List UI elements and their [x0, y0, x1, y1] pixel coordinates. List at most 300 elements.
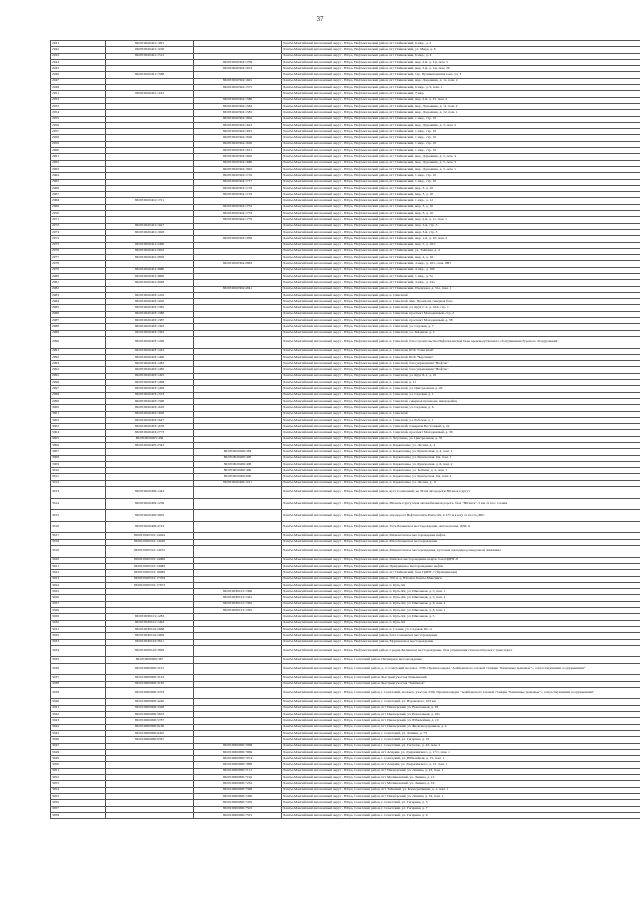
row-number-cell: 2946	[51, 72, 106, 78]
row-number-cell: 3041	[51, 705, 106, 711]
row-number-cell: 3008	[51, 455, 106, 461]
row-number-cell: 3036	[51, 663, 106, 675]
address-cell: Ханты-Мансийский автономный округ - Югра, Нефтеюганский район, п. Куть-Ях, ул. Школьная, д. 5, пом. 1	[282, 589, 640, 595]
row-number-cell: 3027	[51, 601, 106, 607]
address-cell: Ханты-Мансийский автономный округ - Югра, Нефтеюганский район, п. Куть-Ях	[282, 620, 640, 626]
address-cell: Ханты-Мансийский автономный округ - Югра, Нефтеюганский район, пгт Пойковский, мкр. 2-й, д. 1/в, пом. 5	[282, 59, 640, 65]
row-number-cell: 2995	[51, 373, 106, 379]
cadastral-number-cell: 86:08:0020403:1443	[106, 348, 194, 354]
table-row	[51, 510, 640, 522]
row-number-cell: 2952	[51, 97, 106, 103]
cadastral-number-cell: 86:08:0030102:3811	[106, 639, 194, 645]
address-cell: Ханты-Мансийский автономный округ - Югра, Нефтеюганский район, п. Куть-Ях, ул. Школьная, д. 5, пом. 2	[282, 595, 640, 601]
row-number-cell: 2991	[51, 348, 106, 354]
row-number-cell: 2943	[51, 53, 106, 59]
row-number-cell: 2968	[51, 198, 106, 204]
address-cell: Ханты-Мансийский автономный округ - Югра, Нефтеюганский район, пгт Пойковский, мкр. 4, д. 16	[282, 255, 640, 261]
row-number-cell: 3025	[51, 589, 106, 595]
row-number-cell: 2999	[51, 398, 106, 404]
address-cell: Ханты-Мансийский автономный округ - Югра, Нефтеюганский район, Правдинское месторождение нефти	[282, 563, 640, 569]
row-number-cell: 2955	[51, 116, 106, 122]
address-cell: Ханты-Мансийский автономный округ - Югра, Нефтеюганский район, п. Сингапай, Северная Восточный, д. 22	[282, 424, 640, 430]
row-number-cell: 2947	[51, 78, 106, 84]
row-number-cell: 2969	[51, 204, 106, 210]
address-cell: Ханты-Мансийский автономный округ - Югра, Нефтеюганский район, п. Сингапай, база строительства Нефтеюганской базы производственного обслуживания бурового оборудования	[282, 336, 640, 348]
address-cell: Ханты-Мансийский автономный округ - Югра, Нефтеюганский район, пгт Пойковский, мкр. 3, д. 10	[282, 192, 640, 198]
address-cell: Ханты-Мансийский автономный округ - Югра, Нефтеюганский район, п. Сингапай	[282, 411, 640, 417]
row-number-cell: 2993	[51, 361, 106, 367]
cadastral-number-cell: 86:08:0020403:1483	[106, 361, 194, 367]
row-number-cell: 3026	[51, 595, 106, 601]
property-table	[50, 40, 640, 819]
address-cell: Ханты-Мансийский автономный округ - Югра, Нефтеюганский район, пгт Пойковский, 6 мкр., д. 2	[282, 41, 640, 47]
table-row	[51, 687, 640, 699]
row-number-cell: 2982	[51, 286, 106, 292]
row-number-cell: 2965	[51, 179, 106, 185]
table-row	[51, 521, 640, 533]
row-number-cell: 2983	[51, 292, 106, 298]
premises-number-cell	[194, 521, 282, 533]
premises-number-cell: 86:08:0020304:4941	[194, 286, 282, 292]
cadastral-number-cell: 86:08:0020403:1387	[106, 318, 194, 324]
premises-number-cell: 86:08:0030101:1361	[194, 595, 282, 601]
premises-number-cell: 86:08:0030101:1360	[194, 589, 282, 595]
cadastral-number-cell: 86:08:0020409:1443	[106, 487, 194, 499]
row-number-cell: 2970	[51, 211, 106, 217]
row-number-cell: 3048	[51, 749, 106, 755]
address-cell: Ханты-Мансийский автономный округ - Югра, Нефтеюганский район, п. Каркатеевы, ул. Купеческая, 6А, пом. 4	[282, 474, 640, 480]
cadastral-number-cell: 86:08:0020403:1499	[106, 386, 194, 392]
table-row	[51, 336, 640, 348]
address-cell: Ханты-Мансийский автономный округ - Югра, Нефтеюганский район, п. Сингапай, мкр. Промзона северная база	[282, 299, 640, 305]
address-cell: Ханты-Мансийский автономный округ - Югра, Нефтеюганский район, пгт Пойковский, 1 мкр., д. 12	[282, 198, 640, 204]
cadastral-number-cell: 86:08:0020403:1533	[106, 392, 194, 398]
cadastral-number-cell: 86:09:0000000:5787	[106, 718, 194, 724]
cadastral-number-cell: 86:08:0020403:1647	[106, 417, 194, 423]
cadastral-number-cell: 86:08:0020403:1410	[106, 292, 194, 298]
cadastral-number-cell: 86:08:0020401:2832	[106, 248, 194, 254]
table-row	[51, 645, 640, 657]
address-cell: Ханты-Мансийский автономный округ - Югра, Нефтеюганский район, пгт Пойковский, мкр. 3, д. 10	[282, 185, 640, 191]
premises-number-cell: 86:08:0020406:1011	[194, 480, 282, 486]
premises-number-cell: 86:08:0020304:1602	[194, 116, 282, 122]
cadastral-number-cell: 86:08:0020401:1721	[106, 198, 194, 204]
cadastral-number-cell: 86:08:0020501:14086	[106, 557, 194, 563]
address-cell: Ханты-Мансийский автономный округ - Югра, Нефтеюганский район, п. Сингапай, ул. Садовая, д. 7	[282, 324, 640, 330]
cadastral-number-cell: 86:09:0000000:3161	[106, 663, 194, 675]
row-number-cell: 3020	[51, 557, 106, 563]
address-cell: Ханты-Мансийский автономный округ - Югра, Нефтеюганский район, п. Сингапай, БСК "Сингапай"	[282, 348, 640, 354]
cadastral-number-cell: 86:08:0020401:1928	[106, 229, 194, 235]
address-cell: Ханты-Мансийский автономный округ - Югра, Нефтеюганский район, п. Куть-Ях, ул. Школьная, д. 6, пом. 2	[282, 601, 640, 607]
cadastral-number-cell: 86:08:0020401:2460	[106, 242, 194, 248]
cadastral-number-cell: 86:08:0020401:2856	[106, 255, 194, 261]
cadastral-number-cell: 86:09:0000000:4240	[106, 699, 194, 705]
address-cell: Ханты-Мансийский автономный округ - Югра, Нефтеюганский район, пгт Пойковский, 1 мкр., стр. 10	[282, 135, 640, 141]
row-number-cell: 2975	[51, 242, 106, 248]
address-cell: Ханты-Мансийский автономный округ - Югра, Нефтеюганский район, п. Салым, ул. Садовая, КС-4	[282, 626, 640, 632]
cadastral-number-cell: 86:09:0000000:6160	[106, 724, 194, 730]
address-cell: Ханты-Мансийский автономный округ - Югра, Советский район, Быстрый участок Лемьинский	[282, 675, 640, 681]
address-cell: Ханты-Мансийский автономный округ - Югра, Советский район, пгт Пионерский, ул. Юбилейная, д. 10	[282, 718, 640, 724]
table-row	[51, 498, 640, 510]
row-number-cell: 3017	[51, 533, 106, 539]
cadastral-number-cell: 86:08:0020403:1678	[106, 424, 194, 430]
cadastral-number-cell: 86:08:0020403:1485	[106, 367, 194, 373]
row-number-cell: 2966	[51, 185, 106, 191]
row-number-cell: 2989	[51, 330, 106, 336]
cadastral-number-cell: 86:08:0020409:3605	[106, 510, 194, 522]
row-number-cell: 2976	[51, 248, 106, 254]
row-number-cell: 2979	[51, 267, 106, 273]
address-cell: Ханты-Мансийский автономный округ - Югра, Советский район, г. Советский, ул. Гагарина, д. 9	[282, 812, 640, 818]
address-cell: Ханты-Мансийский автономный округ - Югра, Нефтеюганский район, п. Сингапай, ул. Центральная, д. 26	[282, 386, 640, 392]
row-number-cell: 3018	[51, 539, 106, 545]
address-cell: Ханты-Мансийский автономный округ - Югра, Нефтеюганский район, пгт Пойковский, мкр. 2-й, д. 25, пом. 2	[282, 97, 640, 103]
cadastral-number-cell: 86:08:0020403:1392	[106, 324, 194, 330]
address-cell: Ханты-Мансийский автономный округ - Югра, Нефтеюганский район, п. Каркатеевы, ул. Купеческая, 6А, пом. 1	[282, 455, 640, 461]
cadastral-number-cell: 86:08:0020403:1393	[106, 330, 194, 336]
address-cell: Ханты-Мансийский автономный округ - Югра, Нефтеюганский район, пгт Пойковский, мкр. 3, д. 10	[282, 204, 640, 210]
address-cell: Ханты-Мансийский автономный округ - Югра, Нефтеюганский район, п. Сингапай, проспект Молодежный, д. 36	[282, 430, 640, 436]
row-number-cell: 2998	[51, 392, 106, 398]
row-number-cell: 3052	[51, 775, 106, 781]
address-cell: Ханты-Мансийский автономный округ - Югра, Нефтеюганский район, п. Сингапай, ул. Круг Г-2, д. 10А, стр. 1	[282, 305, 640, 311]
address-cell: Ханты-Мансийский автономный округ - Югра, Нефтеюганский район, п. Сингапай, ул. Рабочая, д. 1	[282, 417, 640, 423]
row-number-cell: 2997	[51, 386, 106, 392]
row-number-cell: 2978	[51, 261, 106, 267]
address-cell: Ханты-Мансийский автономный округ - Югра, Нефтеюганский район, Мамонтовское месторождение нефти	[282, 533, 640, 539]
cadastral-number-cell: 86:09:0000000:4703	[106, 687, 194, 699]
row-number-cell: 3030	[51, 620, 106, 626]
row-number-cell: 2996	[51, 380, 106, 386]
address-cell: Ханты-Мансийский автономный округ - Югра, Нефтеюганский район, пгт Пойковский, мкр. 2-й, д. 11, пом. 1	[282, 217, 640, 223]
premises-number-cell: 86:08:0020304:2883	[194, 261, 282, 267]
row-number-cell: 2941	[51, 41, 106, 47]
premises-number-cell: 86:08:0020304:1779	[194, 217, 282, 223]
address-cell: Ханты-Мансийский автономный округ - Югра, Нефтеюганский район, п. Сингапай	[282, 292, 640, 298]
address-cell: Ханты-Мансийский автономный округ - Югра, Советский район, пгт Таёжный, ул. Кооперативная, д. 1, пом. 1	[282, 787, 640, 793]
address-cell: Ханты-Мансийский автономный округ - Югра, Нефтеюганский район, п. Сингапай, ул. Садовая, д. 6	[282, 405, 640, 411]
address-cell: Ханты-Мансийский автономный округ - Югра, Нефтеюганский район, пгт Пойковский, 6 мкр., д. 4	[282, 53, 640, 59]
address-cell: Ханты-Мансийский автономный округ - Югра, Нефтеюганский район, пгт Пойковский, мкр. 5, д. 10/1	[282, 242, 640, 248]
row-number-cell: 2961	[51, 154, 106, 160]
row-number-cell: 2959	[51, 141, 106, 147]
row-number-cell: 2986	[51, 311, 106, 317]
row-number-cell: 3033	[51, 639, 106, 645]
address-cell: Ханты-Мансийский автономный округ - Югра, Нефтеюганский район, пгт Пойковский, 1 мкр., стр. 10	[282, 129, 640, 135]
address-cell: Ханты-Мансийский автономный округ - Югра, Нефтеюганский район, п. Куть-Ях, ул. Школьная, д. 6, пом. 1	[282, 608, 640, 614]
row-number-cell: 3056	[51, 800, 106, 806]
premises-number-cell: 86:08:0020304:1580	[194, 97, 282, 103]
premises-number-cell: 86:08:0020304:1601	[194, 78, 282, 84]
row-number-cell: 3054	[51, 787, 106, 793]
premises-number-cell: 86:08:0020304:1584	[194, 103, 282, 109]
row-number-cell: 2985	[51, 305, 106, 311]
table-body	[51, 41, 640, 819]
row-number-cell: 2958	[51, 135, 106, 141]
address-cell: Ханты-Мансийский автономный округ - Югра, Нефтеюганский район, пгт Пойковский, 1 мкр., стр. 10	[282, 179, 640, 185]
cadastral-number-cell: 86:09:0000000:3165	[106, 681, 194, 687]
address-cell: Ханты-Мансийский автономный округ - Югра, Нефтеюганский район, пгт Пойковский, 4 мкр., д. 16б	[282, 267, 640, 273]
address-cell: Ханты-Мансийский автономный округ - Югра, Нефтеюганский район, п. Сингапай, база управления "Нефтак"	[282, 367, 640, 373]
address-cell: Ханты-Мансийский автономный округ - Югра, Нефтеюганский район, пгт Пойковский, мкр. Дорожник, д. 12, пом. 1	[282, 110, 640, 116]
table-row	[51, 663, 640, 675]
cadastral-number-cell: 86:08:0020501:14088	[106, 563, 194, 569]
address-cell: Ханты-Мансийский автономный округ - Югра, Нефтеюганский район, п. Сингапай, северная промзона, микрорайон	[282, 398, 640, 404]
row-number-cell: 2992	[51, 354, 106, 360]
address-cell: Ханты-Мансийский автономный округ - Югра, Советский район, Быстрый участок "Зайгинок"	[282, 681, 640, 687]
row-number-cell: 2953	[51, 103, 106, 109]
premises-number-cell: 86:09:0000000:7503	[194, 806, 282, 812]
cadastral-number-cell: 86:08:0020403:2773	[106, 430, 194, 436]
row-number-cell: 2987	[51, 318, 106, 324]
cadastral-number-cell: 86:08:0020401:4890	[106, 273, 194, 279]
premises-number-cell: 86:09:0000000:7369	[194, 787, 282, 793]
premises-number-cell	[194, 663, 282, 675]
premises-number-cell: 86:08:0020406:400	[194, 455, 282, 461]
row-number-cell: 2956	[51, 122, 106, 128]
row-number-cell: 2994	[51, 367, 106, 373]
row-number-cell: 3037	[51, 675, 106, 681]
table-row	[51, 812, 640, 818]
address-cell: Ханты-Мансийский автономный округ - Югра, Советский район, пгт Агириш, ул. Дзержинского, д. 17/1, пом. 1	[282, 749, 640, 755]
address-cell: Ханты-Мансийский автономный округ - Югра, Нефтеюганский район, п. Сингапай, проспект Молодежный, д. 38	[282, 318, 640, 324]
premises-number-cell: 86:09:0000000:7151	[194, 768, 282, 774]
premises-number-cell: 86:09:0000000:7068	[194, 743, 282, 749]
row-number-cell: 3013	[51, 487, 106, 499]
row-number-cell: 2948	[51, 85, 106, 91]
cadastral-number-cell: 86:08:0020405:436	[106, 436, 194, 442]
premises-number-cell: 86:09:0000000:7232	[194, 781, 282, 787]
premises-number-cell: 86:08:0020304:1709	[194, 59, 282, 65]
cadastral-number-cell: 86:08:0020401:1927	[106, 223, 194, 229]
cadastral-number-cell: 86:08:0020401:4948	[106, 280, 194, 286]
row-number-cell: 3042	[51, 712, 106, 718]
premises-number-cell: 86:08:0020304:1716	[194, 173, 282, 179]
row-number-cell: 3006	[51, 443, 106, 449]
row-number-cell: 3001	[51, 411, 106, 417]
cadastral-number-cell: 86:08:0020501:17709	[106, 576, 194, 582]
address-cell: Ханты-Мансийский автономный округ - Югра, Советский район, г. Советский, ул. Гагарина, д. 3	[282, 800, 640, 806]
cadastral-number-cell: 86:09:0000000:387	[106, 657, 194, 663]
cadastral-number-cell: 86:08:0020403:1618	[106, 405, 194, 411]
address-cell: Ханты-Мансийский автономный округ - Югра, Нефтеюганский район, пгт Пойковский, 1 мкр., стр. 10	[282, 148, 640, 154]
row-number-cell: 3004	[51, 430, 106, 436]
address-cell: Ханты-Мансийский автономный округ - Югра, Нефтеюганский район, п. Сингапай, база управления "Нефтак"	[282, 361, 640, 367]
address-cell: Ханты-Мансийский автономный округ - Югра, Советский район, пгт Малиновский, ул. Ленина, д. 16	[282, 781, 640, 787]
premises-number-cell	[194, 546, 282, 558]
row-number-cell: 2984	[51, 299, 106, 305]
row-number-cell: 3022	[51, 570, 106, 576]
row-number-cell: 3049	[51, 756, 106, 762]
address-cell: Ханты-Мансийский автономный округ - Югра, Нефтеюганский район, пгт Пойковский, мкр. 3-й, стр. 3	[282, 229, 640, 235]
address-cell: Ханты-Мансийский автономный округ - Югра, Нефтеюганский район, пгт Пойковский, мкр. 3, д. 10	[282, 211, 640, 217]
cadastral-number-cell: 86:08:0020501:14072	[106, 546, 194, 558]
address-cell: Ханты-Мансийский автономный округ - Югра, Советский район, г. Советский, ул. Гагарина, д. 7	[282, 806, 640, 812]
address-cell: Ханты-Мансийский автономный округ - Югра, Нефтеюганский район, п. Сингапай, БСК "Чеускино"	[282, 354, 640, 360]
cadastral-number-cell: 86:09:0000000:4328	[106, 705, 194, 711]
row-number-cell: 2942	[51, 47, 106, 53]
row-number-cell: 3044	[51, 724, 106, 730]
premises-number-cell: 86:08:0020304:1626	[194, 135, 282, 141]
address-cell: Ханты-Мансийский автономный округ - Югра, Нефтеюганский район, Юганск-Сургутская автомобильная дорога, база "Юганск", 5 км от пос. Салым	[282, 498, 640, 510]
row-number-cell: 3005	[51, 436, 106, 442]
address-cell: Ханты-Мансийский автономный округ - Югра, Советский район, пгт Малиновский, ул. Ленина, д. 15	[282, 775, 640, 781]
address-cell: Ханты-Мансийский автономный округ - Югра, Советский район, д. 2, Советский молокоз. Т/80. Промплощадка "Алябьевского газовой станции "Каменные дымовые" с сопутствующими сооружениями"	[282, 663, 640, 675]
premises-number-cell: 86:08:0020304:1752	[194, 204, 282, 210]
premises-number-cell: 86:09:0000000:7476	[194, 800, 282, 806]
premises-number-cell: 86:08:0020406:600	[194, 474, 282, 480]
row-number-cell: 2974	[51, 236, 106, 242]
address-cell: Ханты-Мансийский автономный округ - Югра, Нефтеюганский район, пгт Пойковский, мкр. Дорожник, д. 5, пом. 1	[282, 166, 640, 172]
address-cell: Ханты-Мансийский автономный округ - Югра, Нефтеюганский район, пгт Пойковский, 1 мкр., стр. 10	[282, 141, 640, 147]
row-number-cell: 3028	[51, 608, 106, 614]
cadastral-number-cell: 86:08:0030102:2688	[106, 626, 194, 632]
row-number-cell: 3039	[51, 687, 106, 699]
row-number-cell: 3045	[51, 730, 106, 736]
premises-number-cell: 86:09:0000000:7400	[194, 793, 282, 799]
row-number-cell: 2980	[51, 273, 106, 279]
premises-number-cell: 86:08:0020304:1717	[194, 179, 282, 185]
cadastral-number-cell: 86:08:0030101:1463	[106, 620, 194, 626]
address-cell: Ханты-Мансийский автономный округ - Югра, Нефтеюганский район, пгт Пойковский, 4 мкр., д. 24а	[282, 280, 640, 286]
cadastral-number-cell: 86:08:0020403:1460	[106, 354, 194, 360]
premises-number-cell: 86:09:0000000:7525	[194, 812, 282, 818]
premises-number-cell: 86:08:0020304:1631	[194, 148, 282, 154]
row-number-cell: 3038	[51, 681, 106, 687]
cadastral-number-cell: 86:09:0000000:5633	[106, 712, 194, 718]
cadastral-number-cell: 86:08:0020501:14044	[106, 533, 194, 539]
address-cell: Ханты-Мансийский автономный округ - Югра, Нефтеюганский район, пгт Пойковский, ул. Таёжная, д. 4	[282, 248, 640, 254]
cadastral-number-cell: 86:08:0020409:1236	[106, 498, 194, 510]
row-number-cell: 3023	[51, 576, 106, 582]
cadastral-number-cell: 86:08:0020401:4880	[106, 267, 194, 273]
row-number-cell: 3009	[51, 461, 106, 467]
cadastral-number-cell: 86:08:0020403:1598	[106, 398, 194, 404]
row-number-cell: 3055	[51, 793, 106, 799]
address-cell: Ханты-Мансийский автономный округ - Югра, Нефтеюганский район, п. Сингапай, д. 11	[282, 380, 640, 386]
premises-number-cell: 86:08:0020406:384	[194, 449, 282, 455]
premises-number-cell	[194, 645, 282, 657]
address-cell: Ханты-Мансийский автономный округ - Югра, Советский район, пгт Пионерский, ул. Ленина, д. 23, пом. 1	[282, 768, 640, 774]
address-cell: Ханты-Мансийский автономный округ - Югра, Нефтеюганский район, пгт Пойковский, Промзона, д. 51а, пом. 1	[282, 286, 640, 292]
row-number-cell: 2967	[51, 192, 106, 198]
address-cell: Ханты-Мансийский автономный округ - Югра, Советский район, пгт Пионерский, ул. Вокзальная, д. 18а	[282, 712, 640, 718]
row-number-cell: 3010	[51, 468, 106, 474]
row-number-cell: 3051	[51, 768, 106, 774]
address-cell: Ханты-Мансийский автономный округ - Югра, Нефтеюганский район, п. Каркатеевы, ул. Купеческая, д. 6, пом. 2	[282, 461, 640, 467]
cadastral-number-cell: 86:08:0020403:1498	[106, 380, 194, 386]
address-cell: Ханты-Мансийский автономный округ - Югра, Советский район, г. Советский, молокоз. участок Т/80, Промплощадка "Алябьевского газовой станции "Каменные дымовые" с сопутствующими сооружениями"	[282, 687, 640, 699]
premises-number-cell: 86:08:0020304:1662	[194, 154, 282, 160]
address-cell: Ханты-Мансийский автономный округ - Югра, Нефтеюганский район, пгт Пойковский, база ЦДНГ-7 (Правдинская)	[282, 570, 640, 576]
premises-number-cell: 86:08:0030101:1365	[194, 608, 282, 614]
address-cell: Ханты-Мансийский автономный округ - Югра, Нефтеюганский район, автодорога Нефтеюганск-Пыть-Ях, в 275 м к югу от поста ДПС	[282, 510, 640, 522]
address-cell: Ханты-Мансийский автономный округ - Югра, Советский район, г. Советский, ул. Гагарина, д. 19	[282, 737, 640, 743]
address-cell: Ханты-Мансийский автономный округ - Югра, Нефтеюганский район, п. Сингапай, ул. Садовая, д. 1	[282, 392, 640, 398]
row-number-cell: 2945	[51, 66, 106, 72]
address-cell: Ханты-Мансийский автономный округ - Югра, Нефтеюганский район, п. Чеускино, ул. Центральная, д. 35	[282, 436, 640, 442]
row-number-cell: 3040	[51, 699, 106, 705]
premises-number-cell: 86:08:0020304:1630	[194, 141, 282, 147]
address-cell: Ханты-Мансийский автономный округ - Югра, Нефтеюганский район, пгт Пойковский, 7 мкр.	[282, 91, 640, 97]
premises-number-cell: 86:08:0020304:1753	[194, 211, 282, 217]
row-number-cell: 3012	[51, 480, 106, 486]
address-cell: Ханты-Мансийский автономный округ - Югра, Нефтеюганский район, пгт Пойковский, мкр. Дорожник, д. 5, пом. 3	[282, 160, 640, 166]
row-number-cell: 3014	[51, 498, 106, 510]
premises-number-cell	[194, 336, 282, 348]
cadastral-number-cell: 86:08:0020403:1386	[106, 311, 194, 317]
address-cell: Ханты-Мансийский автономный округ - Югра, Нефтеюганский район, пгт Пойковский, 4 мкр., д. 16/1, пом. 8Н1	[282, 261, 640, 267]
address-cell: Ханты-Мансийский автономный округ - Югра, Нефтеюганский район, п. Сингапай, ул. Круг Б-1, д. 10	[282, 373, 640, 379]
cadastral-number-cell: 86:08:0020403:1026	[106, 299, 194, 305]
row-number-cell: 3053	[51, 781, 106, 787]
premises-number-cell: 86:08:0020406:409	[194, 468, 282, 474]
address-cell: Ханты-Мансийский автономный округ - Югра, Нефтеюганский район, пгт Пойковский, мкр. 1-й, д. 10, пом. 2	[282, 236, 640, 242]
address-cell: Ханты-Мансийский автономный округ - Югра, Советский район, пгт Агириш, ул. Дзержинского, д. 15, пом. 1	[282, 762, 640, 768]
cadastral-number-cell	[106, 812, 194, 818]
row-number-cell: 3058	[51, 812, 106, 818]
cadastral-number-cell: 86:08:0020501:14048	[106, 539, 194, 545]
address-cell: Ханты-Мансийский автономный округ - Югра, Нефтеюганский район, пгт Пойковский, тер. Промышленная зона, ул. 3	[282, 72, 640, 78]
premises-number-cell: 86:08:0020304:1653	[194, 66, 282, 72]
address-cell: Ханты-Мансийский автономный округ - Югра, Советский район, г. Советский, ул. Гастелло, д. 43, пом. 2	[282, 743, 640, 749]
cadastral-number-cell: 86:08:0020501:18089	[106, 570, 194, 576]
row-number-cell: 3050	[51, 762, 106, 768]
page-number: 37	[316, 15, 324, 23]
address-cell: Ханты-Мансийский автономный округ - Югра, Нефтеюганский район, п. Каркатеевы, ул. Лесная, д. 4	[282, 443, 640, 449]
row-number-cell: 3046	[51, 737, 106, 743]
row-number-cell: 2973	[51, 229, 106, 235]
premises-number-cell: 86:09:0000000:7088	[194, 762, 282, 768]
row-number-cell: 3016	[51, 521, 106, 533]
cadastral-number-cell: 86:08:0020401:1588	[106, 72, 194, 78]
cadastral-number-cell: 86:08:0020409:4723	[106, 521, 194, 533]
cadastral-number-cell: 86:08:0030102:3829	[106, 645, 194, 657]
address-cell: Ханты-Мансийский автономный округ - Югра, Советский район, пгт Пионерский, ул. Вокзальная, д. 18	[282, 705, 640, 711]
row-number-cell: 2988	[51, 324, 106, 330]
row-number-cell: 3057	[51, 806, 106, 812]
address-cell: Ханты-Мансийский автономный округ - Югра, Нефтеюганский район, Мамонтовское месторождение, кустовая площадка разведочной скважины	[282, 546, 640, 558]
row-number-cell: 2962	[51, 160, 106, 166]
cadastral-number-cell: 86:08:0020401:1163	[106, 91, 194, 97]
address-cell: Ханты-Мансийский автономный округ - Югра, Нефтеюганский район, пгт Пойковский, 1 мкр., стр. 10	[282, 116, 640, 122]
address-cell: Ханты-Мансийский автономный округ - Югра, Нефтеюганский район, база Салымское месторождение	[282, 633, 640, 639]
table-row	[51, 487, 640, 499]
cadastral-number-cell: 86:08:0020403:1438	[106, 336, 194, 348]
row-number-cell: 3000	[51, 405, 106, 411]
premises-number-cell: 86:08:0020304:1623	[194, 122, 282, 128]
row-number-cell: 2972	[51, 223, 106, 229]
row-number-cell: 3029	[51, 614, 106, 620]
table-row	[51, 546, 640, 558]
row-number-cell: 2971	[51, 217, 106, 223]
address-cell: Ханты-Мансийский автономный округ - Югра, Советский район, пгт Пионерский, ул. Ленина, д. 19, пом. 1	[282, 793, 640, 799]
row-number-cell: 3031	[51, 626, 106, 632]
row-number-cell: 2951	[51, 91, 106, 97]
cadastral-number-cell: 86:08:0020405:2343	[106, 443, 194, 449]
row-number-cell: 2954	[51, 110, 106, 116]
row-number-cell: 3032	[51, 633, 106, 639]
row-number-cell: 2963	[51, 166, 106, 172]
cadastral-number-cell: 86:08:0030101:1283	[106, 614, 194, 620]
cadastral-number-cell: 86:08:0020401:1512	[106, 53, 194, 59]
row-number-cell: 3047	[51, 743, 106, 749]
row-number-cell: 2981	[51, 280, 106, 286]
row-number-cell: 3034	[51, 645, 106, 657]
row-number-cell: 2977	[51, 255, 106, 261]
